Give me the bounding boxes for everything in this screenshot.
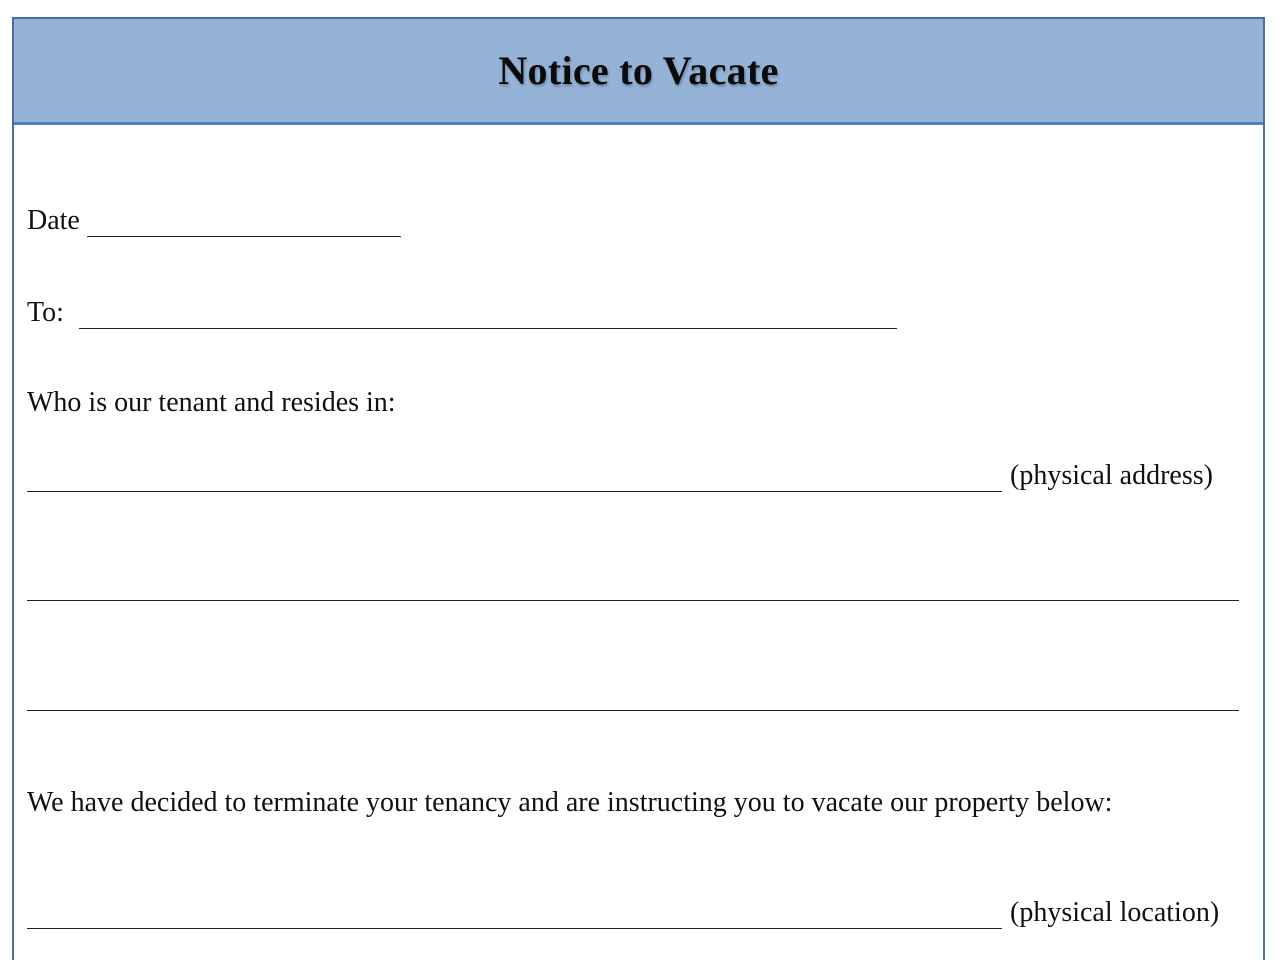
date-blank-line[interactable] [87,236,401,237]
form-title: Notice to Vacate [498,48,779,93]
termination-statement: We have decided to terminate your tenancy and are instructing you to vacate our property below: [27,787,1113,818]
address-blank-line[interactable] [27,491,1002,492]
resides-label: Who is our tenant and resides in: [27,387,396,418]
to-blank-line[interactable] [79,328,897,329]
form-header [14,19,1263,125]
date-label: Date [27,205,80,236]
physical-address-note: (physical address) [1010,460,1213,491]
address-line-3[interactable] [27,710,1239,711]
location-blank-line[interactable] [27,928,1002,929]
to-label: To: [27,297,64,328]
address-line-2[interactable] [27,600,1239,601]
physical-location-note: (physical location) [1010,897,1220,928]
